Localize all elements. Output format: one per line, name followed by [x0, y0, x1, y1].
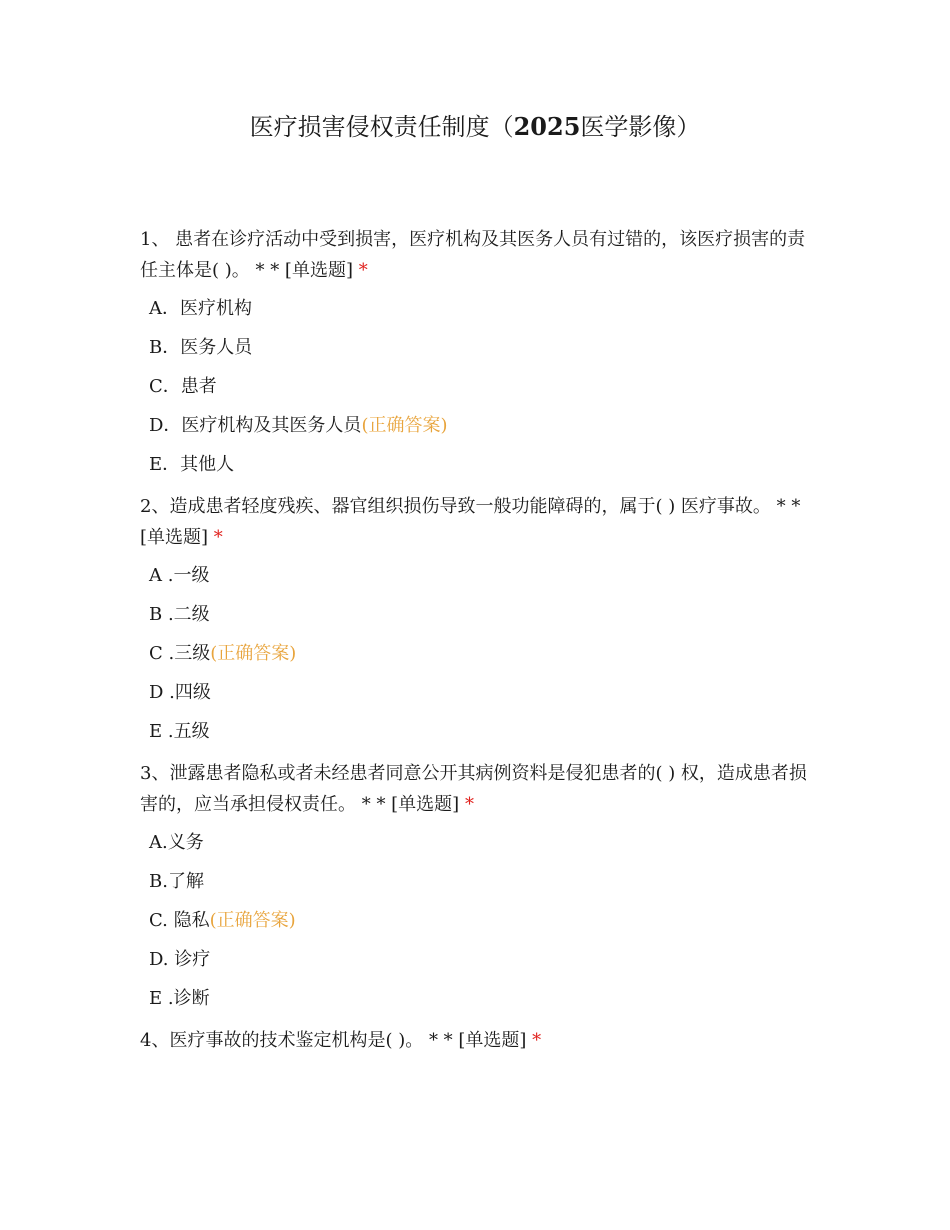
- option-c[interactable]: [149, 908, 810, 934]
- option-label: A．医疗机构: [149, 298, 252, 319]
- option-label: B.了解: [149, 871, 204, 892]
- question-2: [140, 491, 810, 745]
- required-marker: *: [358, 260, 368, 281]
- question-stem: 1、 患者在诊疗活动中受到损害，医疗机构及其医务人员有过错的，该医疗损害的责任主体是( )。 * * [单选题]: [140, 229, 806, 281]
- option-label: B .二级: [149, 604, 210, 625]
- option-list: [140, 563, 810, 745]
- option-b[interactable]: [149, 602, 810, 628]
- option-b[interactable]: [149, 335, 810, 361]
- option-d[interactable]: [149, 680, 810, 706]
- option-d[interactable]: [149, 947, 810, 973]
- option-label: C. 隐私: [149, 910, 210, 931]
- title-year: 2025: [513, 112, 581, 141]
- question-4: [140, 1025, 810, 1056]
- question-text: [140, 491, 810, 553]
- title-suffix: 医学影像）: [580, 113, 701, 141]
- required-marker: *: [532, 1030, 542, 1051]
- option-label: C．患者: [149, 376, 217, 397]
- option-label: B．医务人员: [149, 337, 253, 358]
- option-e[interactable]: [149, 452, 810, 478]
- option-label: D .四级: [149, 682, 211, 703]
- option-a[interactable]: [149, 563, 810, 589]
- question-text: [140, 224, 810, 286]
- option-label: A .一级: [149, 565, 210, 586]
- question-stem: 4、医疗事故的技术鉴定机构是( )。 * * [单选题]: [140, 1030, 527, 1051]
- question-1: [140, 224, 810, 478]
- option-label: D．医疗机构及其医务人员: [149, 415, 362, 436]
- option-d[interactable]: [149, 413, 810, 439]
- correct-answer-mark: (正确答案): [209, 910, 296, 931]
- option-c[interactable]: [149, 641, 810, 667]
- document-title: [0, 110, 950, 144]
- option-list: [140, 830, 810, 1012]
- option-label: D. 诊疗: [149, 949, 211, 970]
- option-a[interactable]: [149, 296, 810, 322]
- question-text: [140, 758, 810, 820]
- correct-answer-mark: (正确答案): [361, 415, 448, 436]
- question-stem: 2、造成患者轻度残疾、器官组织损伤导致一般功能障碍的，属于( ) 医疗事故。 * * [单选题]: [140, 496, 801, 548]
- correct-answer-mark: (正确答案): [210, 643, 297, 664]
- option-label: E．其他人: [149, 454, 235, 475]
- option-label: C .三级: [149, 643, 211, 664]
- required-marker: *: [213, 527, 223, 548]
- question-list: [140, 224, 810, 1066]
- question-text: [140, 1025, 810, 1056]
- option-list: [140, 296, 810, 478]
- option-label: E .五级: [149, 721, 210, 742]
- option-label: E .诊断: [149, 988, 210, 1009]
- option-a[interactable]: [149, 830, 810, 856]
- option-b[interactable]: [149, 869, 810, 895]
- option-e[interactable]: [149, 986, 810, 1012]
- option-e[interactable]: [149, 719, 810, 745]
- option-c[interactable]: [149, 374, 810, 400]
- question-3: [140, 758, 810, 1012]
- title-prefix: 医疗损害侵权责任制度（: [249, 113, 514, 141]
- required-marker: *: [464, 794, 474, 815]
- question-stem: 3、泄露患者隐私或者未经患者同意公开其病例资料是侵犯患者的( ) 权，造成患者损害的，应当承担侵权责任。 * * [单选题]: [140, 763, 807, 815]
- option-label: A.义务: [149, 832, 204, 853]
